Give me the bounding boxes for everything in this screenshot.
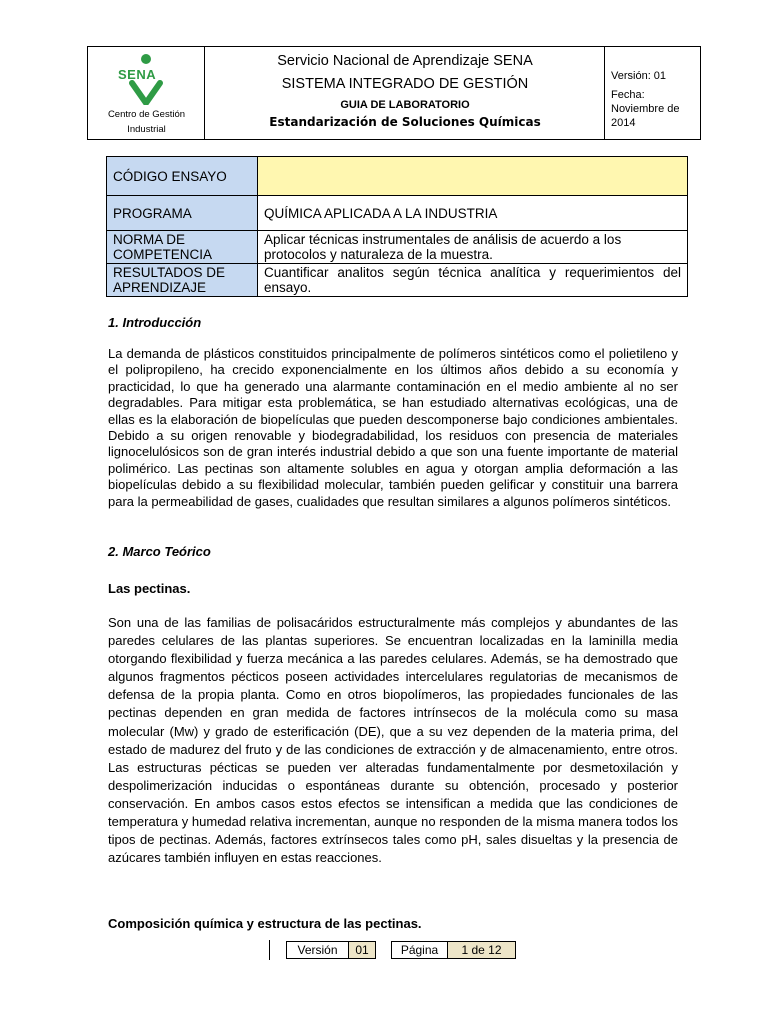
pectins-paragraph: Son una de las familias de polisacáridos estructuralmente más complejos y abundantes de las paredes celulares de las plantas superiores. Se encuentran localizadas en la laminilla media otorgando flexibilidad y fuerza mecánica a las paredes celulares. Además, se ha demostrado que algunos fragmentos pécticos poseen actividades intercelulares regulatorias de mecanismos de defensa de la propia planta. Como en otros biopolímeros, las propiedades funcionales de las pectinas dependen en gran medida de factores intrínsecos de la molécula como su masa molecular (Mw) y grado de esterificación (DE), que a su vez dependen de la materia prima, del estado de madurez del fruto y de las condiciones de extracción y de almacenamiento, entre otros. Las estructuras pécticas se pueden ver alteradas fundamentalmente por desmetoxilación y despolimerización inducidas o espontáneas durante su obtención, procesado y posterior conservación. En ambos casos estos efectos se intensifican a medida que las condiciones de temperatura y humedad relativa incrementan, aunque no responden de la misma manera todos los tipos de pectinas. Además, factores extrínsecos tales como pH, sales disueltas y la presencia de azúcares también influyen en estas reacciones. <box>108 615 678 866</box>
guide-type: GUIA DE LABORATORIO <box>340 99 470 111</box>
row-label-code: CÓDIGO ENSAYO <box>107 157 258 196</box>
composition-heading: Composición química y estructura de las pectinas. <box>108 916 422 931</box>
header-version-cell <box>605 47 700 139</box>
header-title-cell <box>205 47 605 139</box>
system-name: SISTEMA INTEGRADO DE GESTIÓN <box>281 76 529 92</box>
row-label-competency: NORMA DE COMPETENCIA <box>107 231 258 264</box>
row-value-results: Cuantificar analitos según técnica analítica y requerimientos del ensayo. <box>258 264 688 297</box>
row-value-code <box>258 157 688 196</box>
row-value-competency: Aplicar técnicas instrumentales de análisis de acuerdo a los protocolos y naturaleza de la muestra. <box>258 231 688 264</box>
footer-page-label: Página <box>391 941 448 959</box>
footer-divider <box>269 940 270 960</box>
footer-page-value: 1 de 12 <box>447 941 516 959</box>
theory-heading: 2. Marco Teórico <box>108 544 211 559</box>
row-value-program: QUÍMICA APLICADA A LA INDUSTRIA <box>258 196 688 231</box>
table-row <box>107 196 688 231</box>
table-row <box>107 231 688 264</box>
table-row <box>107 157 688 196</box>
intro-paragraph: La demanda de plásticos constituidos principalmente de polímeros sintéticos como el polietileno y el polipropileno, ha crecido exponencialmente en los últimos años debido a su economía y practicidad, lo que ha generado una alarmante contaminación en el medio ambiente al no ser degradables. Para mitigar esta problemática, se han estudiado alternativas ecológicas, una de ellas es la elaboración de biopelículas que pueden descomponerse bajo condiciones ambientales. Debido a su origen renovable y biodegradabilidad, los residuos con presencia de materiales lignocelulósicos son de gran interés industrial debido a que son una fuente importante de material polimérico. Las pectinas son altamente solubles en agua y otorgan amplia deformación a las biopelículas debido a su flexibilidad molecular, también pueden gelificar y constituir una barrera para la permeabilidad de gases, cualidades que resultan similares a algunos polímeros sintéticos. <box>108 346 678 509</box>
info-table <box>106 156 688 297</box>
row-label-results: RESULTADOS DE APRENDIZAJE <box>107 264 258 297</box>
document-header <box>87 46 701 140</box>
header-logo-cell <box>88 47 205 139</box>
version-line: Versión: 01 <box>611 70 667 82</box>
table-row <box>107 264 688 297</box>
organization-name: Servicio Nacional de Aprendizaje SENA <box>277 53 533 69</box>
center-label: Centro de Gestión Industrial <box>107 109 186 135</box>
pectins-heading: Las pectinas. <box>108 581 191 596</box>
intro-heading: 1. Introducción <box>108 315 202 330</box>
footer-version-value: 01 <box>348 941 376 959</box>
guide-title: Estandarización de Soluciones Químicas <box>269 115 541 129</box>
date-label: Fecha: <box>611 89 645 101</box>
logo-text: SENA <box>118 67 157 82</box>
footer-version-label: Versión <box>286 941 349 959</box>
date-value: Noviembre de 2014 <box>611 103 680 129</box>
row-label-program: PROGRAMA <box>107 196 258 231</box>
